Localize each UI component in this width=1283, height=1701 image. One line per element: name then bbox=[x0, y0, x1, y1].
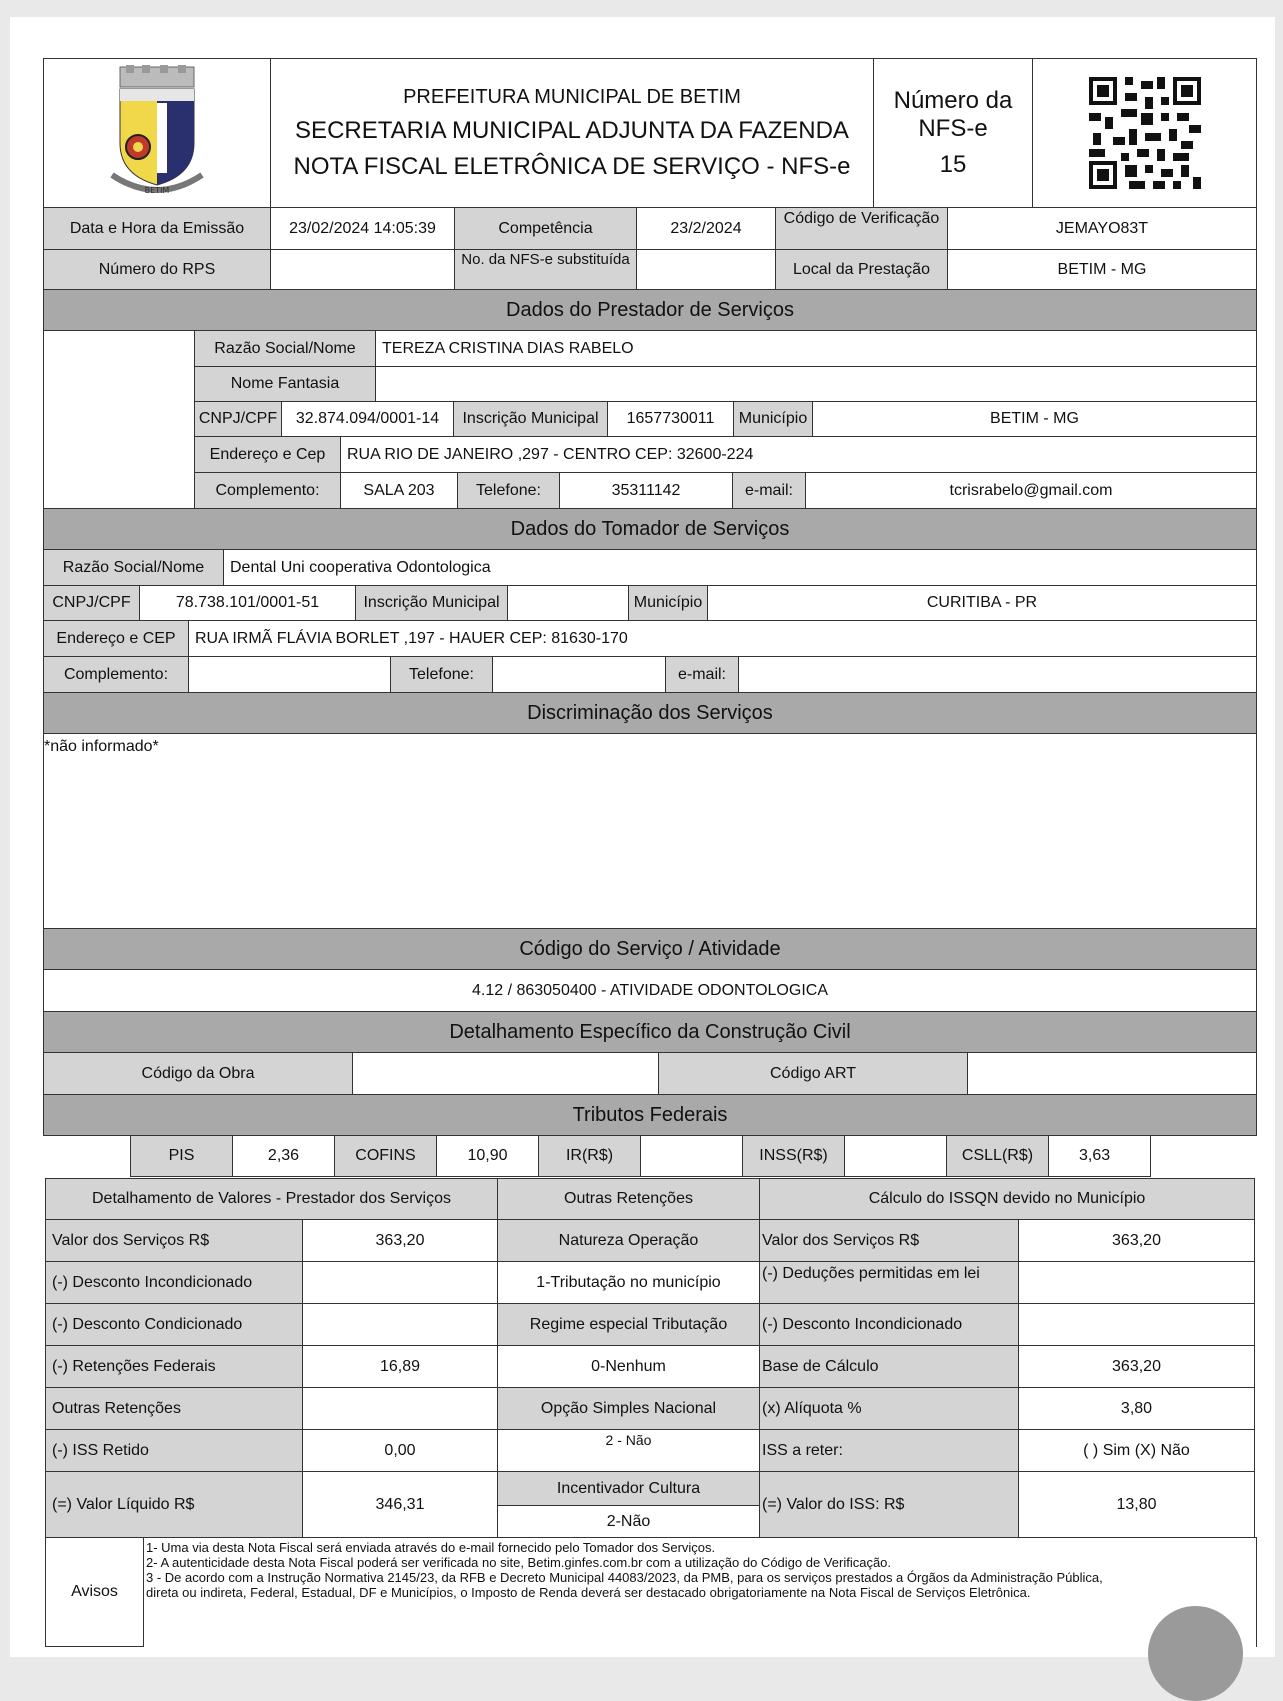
desc-cond-label: (-) Desconto Condicionado bbox=[45, 1303, 303, 1346]
tomador-complemento-value bbox=[188, 656, 391, 693]
valor-servicos-value: 363,20 bbox=[302, 1219, 498, 1262]
verificacao-label: Código de Verificação bbox=[775, 207, 948, 250]
deducoes-label: (-) Deduções permitidas em lei bbox=[759, 1261, 1019, 1304]
cofins-label: COFINS bbox=[334, 1135, 437, 1177]
incentivador-label: Incentivador Cultura bbox=[497, 1471, 760, 1506]
rps-label: Número do RPS bbox=[43, 249, 271, 290]
valores-col2-title: Outras Retenções bbox=[497, 1178, 760, 1220]
construcao-section-title: Detalhamento Específico da Construção Civil bbox=[43, 1011, 1257, 1053]
valores-col1-title: Detalhamento de Valores - Prestador dos Serviços bbox=[45, 1178, 498, 1220]
nfse-number-label-2: NFS-e bbox=[918, 115, 988, 142]
tomador-email-value bbox=[738, 656, 1257, 693]
valor-liquido-value: 346,31 bbox=[302, 1471, 498, 1538]
discriminacao-text: *não informado* bbox=[43, 733, 1257, 929]
iss-desc-incond-label: (-) Desconto Incondicionado bbox=[759, 1303, 1019, 1346]
tomador-endereco-value: RUA IRMÃ FLÁVIA BORLET ,197 - HAUER CEP: 81630-170 bbox=[188, 620, 1257, 657]
emissao-label: Data e Hora da Emissão bbox=[43, 207, 271, 250]
prestador-cnpj-value: 32.874.094/0001-14 bbox=[281, 401, 454, 437]
valor-iss-label: (=) Valor do ISS: R$ bbox=[759, 1471, 1019, 1538]
header-line-1: PREFEITURA MUNICIPAL DE BETIM bbox=[403, 85, 741, 108]
valor-iss-value: 13,80 bbox=[1018, 1471, 1255, 1538]
codigo-art-label: Código ART bbox=[658, 1052, 968, 1095]
cofins-value: 10,90 bbox=[436, 1135, 539, 1177]
simples-value: 2 - Não bbox=[497, 1429, 760, 1472]
nfse-number-block bbox=[873, 58, 1033, 208]
tomador-cnpj-label: CNPJ/CPF bbox=[43, 585, 140, 621]
codigo-obra-label: Código da Obra bbox=[43, 1052, 353, 1095]
tomador-razao-label: Razão Social/Nome bbox=[43, 549, 224, 586]
aviso-line-3a: 3 - De acordo com a Instrução Normativa 2145/23, da RFB e Decreto Municipal 44083/2023, da PMB, para os serviços prestados a Órgãos da Administração Pública, bbox=[146, 1570, 1103, 1585]
tomador-im-label: Inscrição Municipal bbox=[355, 585, 508, 621]
iss-reter-label: ISS a reter: bbox=[759, 1429, 1019, 1472]
svg-text:BETIM: BETIM bbox=[144, 186, 170, 195]
tomador-municipio-label: Município bbox=[628, 585, 708, 621]
tributos-section-title: Tributos Federais bbox=[43, 1094, 1257, 1136]
header-title-block bbox=[270, 58, 874, 208]
header-line-2: SECRETARIA MUNICIPAL ADJUNTA DA FAZENDA bbox=[295, 116, 849, 144]
tomador-razao-value: Dental Uni cooperativa Odontologica bbox=[223, 549, 1257, 586]
prestador-cnpj-label: CNPJ/CPF bbox=[194, 401, 282, 437]
prestador-logo-area bbox=[43, 330, 195, 509]
desc-incond-value bbox=[302, 1261, 498, 1304]
discriminacao-section-title: Discriminação dos Serviços bbox=[43, 692, 1257, 734]
prestador-telefone-value: 35311142 bbox=[559, 472, 733, 509]
qr-code-cell bbox=[1032, 58, 1257, 208]
pis-value: 2,36 bbox=[232, 1135, 335, 1177]
tomador-im-value bbox=[507, 585, 629, 621]
crest-cell bbox=[43, 58, 271, 208]
prestador-municipio-label: Município bbox=[733, 401, 813, 437]
aviso-line-3b: direta ou indireta, Federal, Estadual, DF e Municípios, o Imposto de Renda deverá ser destacado obrigatoriamente na Nota Fiscal de Serviços Eletrônica. bbox=[146, 1585, 1031, 1600]
tomador-telefone-label: Telefone: bbox=[390, 656, 493, 693]
prestador-email-label: e-mail: bbox=[732, 472, 806, 509]
betim-crest-logo bbox=[102, 65, 212, 201]
prestador-email-value: tcrisrabelo@gmail.com bbox=[805, 472, 1257, 509]
aliquota-label: (x) Alíquota % bbox=[759, 1387, 1019, 1430]
iss-valor-servicos-value: 363,20 bbox=[1018, 1219, 1255, 1262]
ret-fed-label: (-) Retenções Federais bbox=[45, 1345, 303, 1388]
simples-label: Opção Simples Nacional bbox=[497, 1387, 760, 1430]
substituida-value bbox=[636, 249, 776, 290]
iss-retido-value: 0,00 bbox=[302, 1429, 498, 1472]
valores-col3-title: Cálculo do ISSQN devido no Município bbox=[759, 1178, 1255, 1220]
iss-desc-incond-value bbox=[1018, 1303, 1255, 1346]
prestador-razao-label: Razão Social/Nome bbox=[194, 330, 376, 367]
prestador-fantasia-value bbox=[375, 366, 1257, 402]
nfse-number-value: 15 bbox=[939, 151, 967, 178]
csll-value: 3,63 bbox=[1048, 1135, 1151, 1177]
desc-incond-label: (-) Desconto Incondicionado bbox=[45, 1261, 303, 1304]
deducoes-value bbox=[1018, 1261, 1255, 1304]
ir-value bbox=[640, 1135, 743, 1177]
iss-reter-value: ( ) Sim (X) Não bbox=[1018, 1429, 1255, 1472]
codigo-servico-value: 4.12 / 863050400 - ATIVIDADE ODONTOLOGICA bbox=[43, 969, 1257, 1012]
tomador-email-label: e-mail: bbox=[665, 656, 739, 693]
rps-value bbox=[270, 249, 455, 290]
emissao-value: 23/02/2024 14:05:39 bbox=[270, 207, 455, 250]
prestador-endereco-label: Endereço e Cep bbox=[194, 436, 341, 473]
prestador-endereco-value: RUA RIO DE JANEIRO ,297 - CENTRO CEP: 32600-224 bbox=[340, 436, 1257, 473]
inss-value bbox=[844, 1135, 947, 1177]
pis-label: PIS bbox=[130, 1135, 233, 1177]
codigo-obra-value bbox=[352, 1052, 659, 1095]
prestador-municipio-value: BETIM - MG bbox=[812, 401, 1257, 437]
iss-retido-label: (-) ISS Retido bbox=[45, 1429, 303, 1472]
aviso-line-1: 1- Uma via desta Nota Fiscal será enviada através do e-mail fornecido pelo Tomador dos Serviços. bbox=[146, 1540, 716, 1555]
ret-fed-value: 16,89 bbox=[302, 1345, 498, 1388]
document-page bbox=[10, 17, 1275, 1657]
inss-label: INSS(R$) bbox=[742, 1135, 845, 1177]
codigo-art-value bbox=[967, 1052, 1257, 1095]
tomador-telefone-value bbox=[492, 656, 666, 693]
valor-liquido-label: (=) Valor Líquido R$ bbox=[45, 1471, 303, 1538]
codigo-servico-section-title: Código do Serviço / Atividade bbox=[43, 928, 1257, 970]
base-calculo-value: 363,20 bbox=[1018, 1345, 1255, 1388]
tomador-cnpj-value: 78.738.101/0001-51 bbox=[139, 585, 356, 621]
avisos-label: Avisos bbox=[45, 1537, 144, 1647]
aviso-line-2: 2- A autenticidade desta Nota Fiscal poderá ser verificada no site, Betim.ginfes.com.br com a utilização do Código de Verificação. bbox=[146, 1555, 892, 1570]
regime-value: 0-Nenhum bbox=[497, 1345, 760, 1388]
tomador-complemento-label: Complemento: bbox=[43, 656, 189, 693]
verificacao-value: JEMAYO83T bbox=[947, 207, 1257, 250]
tomador-endereco-label: Endereço e CEP bbox=[43, 620, 189, 657]
aliquota-value: 3,80 bbox=[1018, 1387, 1255, 1430]
prestador-complemento-label: Complemento: bbox=[194, 472, 341, 509]
csll-label: CSLL(R$) bbox=[946, 1135, 1049, 1177]
base-calculo-label: Base de Cálculo bbox=[759, 1345, 1019, 1388]
overlay-badge bbox=[1148, 1606, 1243, 1701]
prestador-telefone-label: Telefone: bbox=[457, 472, 560, 509]
qr-code-icon bbox=[1089, 77, 1201, 189]
competencia-value: 23/2/2024 bbox=[636, 207, 776, 250]
prestador-complemento-value: SALA 203 bbox=[340, 472, 458, 509]
natureza-value: 1-Tributação no município bbox=[497, 1261, 760, 1304]
avisos-text bbox=[143, 1537, 1257, 1647]
prestador-razao-value: TEREZA CRISTINA DIAS RABELO bbox=[375, 330, 1257, 367]
prestador-section-title: Dados do Prestador de Serviços bbox=[43, 289, 1257, 331]
regime-label: Regime especial Tributação bbox=[497, 1303, 760, 1346]
nfse-number-label-1: Número da bbox=[893, 87, 1013, 114]
incentivador-value: 2-Não bbox=[497, 1505, 760, 1538]
valor-servicos-label: Valor dos Serviços R$ bbox=[45, 1219, 303, 1262]
outras-ret-label: Outras Retenções bbox=[45, 1387, 303, 1430]
desc-cond-value bbox=[302, 1303, 498, 1346]
ir-label: IR(R$) bbox=[538, 1135, 641, 1177]
tomador-section-title: Dados do Tomador de Serviços bbox=[43, 508, 1257, 550]
natureza-label: Natureza Operação bbox=[497, 1219, 760, 1262]
substituida-label: No. da NFS-e substituída bbox=[454, 249, 637, 290]
iss-valor-servicos-label: Valor dos Serviços R$ bbox=[759, 1219, 1019, 1262]
prestador-im-label: Inscrição Municipal bbox=[453, 401, 608, 437]
local-value: BETIM - MG bbox=[947, 249, 1257, 290]
prestador-im-value: 1657730011 bbox=[607, 401, 734, 437]
competencia-label: Competência bbox=[454, 207, 637, 250]
outras-ret-value bbox=[302, 1387, 498, 1430]
prestador-fantasia-label: Nome Fantasia bbox=[194, 366, 376, 402]
header-line-3: NOTA FISCAL ELETRÔNICA DE SERVIÇO - NFS-e bbox=[293, 152, 851, 180]
tomador-municipio-value: CURITIBA - PR bbox=[707, 585, 1257, 621]
local-label: Local da Prestação bbox=[775, 249, 948, 290]
